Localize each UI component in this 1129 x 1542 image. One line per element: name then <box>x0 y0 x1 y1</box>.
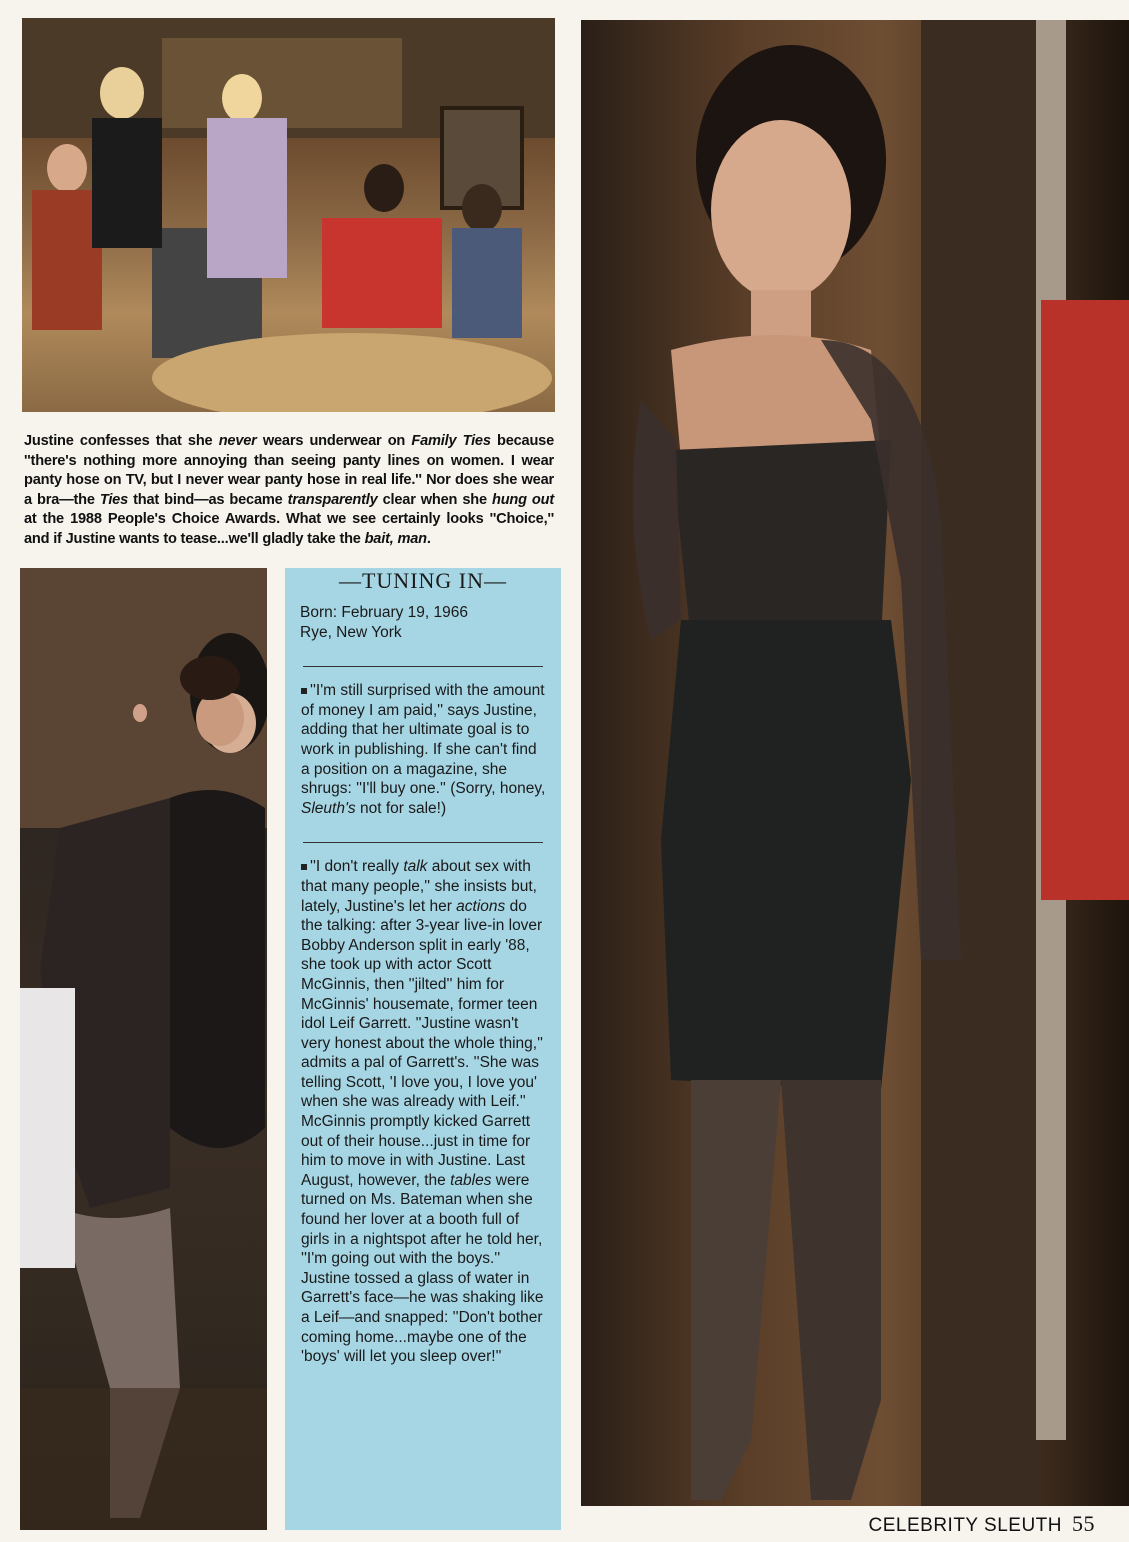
text-segment: that bind—as became <box>128 491 288 508</box>
text-segment: were turned on Ms. Bateman when she found her lover at a booth full of girls in a nightspot after he told her, ''I'm going out with the boys.'' Justine tossed a glass of water in Garrett's face—he was shaking like a Leif—and snapped: ''Don't bother coming home...maybe one of the 'boys' will let you sleep over!'' <box>301 1171 544 1366</box>
tuning-in-sidebar <box>285 568 561 1530</box>
event-arrival-photo <box>20 568 267 1530</box>
page-footer <box>869 1511 1095 1537</box>
text-segment: Family Ties <box>411 433 491 449</box>
born-date: Born: February 19, 1966 <box>300 604 469 621</box>
magazine-name: CELEBRITY SLEUTH <box>868 1515 1062 1536</box>
text-segment: because ''there's nothing more annoying than seeing panty lines on women. I wear panty hose on TV, but I never wear panty hose in real life.'' Nor does she wear a bra—the <box>24 433 555 508</box>
bullet-icon <box>301 688 307 694</box>
text-segment: Sleuth's <box>301 799 356 817</box>
text-segment: Justine confesses that she <box>24 433 219 449</box>
sidebar-paragraph-money <box>299 681 547 818</box>
text-segment: do the talking: after 3-year live-in lover Bobby Anderson split in early '88, she took up with actor Scott McGinnis, then ''jilted'' him for McGinnis' housemate, former teen idol Leif Garrett. ''Justine wasn't very honest about the whole thing,'' admits a pal of Garrett's. ''She was telling Scott, 'I love you, I love you' when she was already with Leif.'' McGinnis promptly kicked Garrett out of their house...just in time for him to move in with Justine. Last August, however, the <box>301 897 544 1189</box>
portrait-photo <box>581 20 1129 1506</box>
text-segment: about sex with that many people,'' she insists but, lately, Justine's let her <box>301 858 537 915</box>
text-segment: never <box>218 433 257 449</box>
text-segment: ''I'm still surprised with the amount of money I am paid,'' says Justine, adding that her ultimate goal is to work in publishing. If she can't find a position on a magazine, she shrugs: ''I'll buy one.'' (Sorry, honey, <box>301 682 546 798</box>
text-segment: at the 1988 People's Choice Awards. What we see certainly looks ''Choice,'' and if Justine wants to tease...we'll gladly take the <box>24 511 554 547</box>
text-segment: hung out <box>491 491 555 508</box>
born-place: Rye, New York <box>300 623 402 641</box>
text-segment: not for sale!) <box>355 799 447 817</box>
sidebar-paragraph-romance <box>299 857 547 1366</box>
page-number: 55 <box>1072 1511 1095 1536</box>
text-segment: transparently <box>287 491 378 508</box>
divider <box>303 666 543 667</box>
tv-set-illustration <box>22 18 555 412</box>
tv-set-photo <box>22 18 555 412</box>
text-segment: wears underwear on <box>256 433 412 449</box>
bullet-icon <box>301 864 307 870</box>
photo-caption <box>24 432 554 549</box>
text-segment: . <box>426 530 431 547</box>
text-segment: bait, man <box>364 530 427 547</box>
woman-in-lace-dress-illustration <box>20 568 267 1530</box>
text-segment: clear when she <box>377 491 492 508</box>
woman-portrait-illustration <box>581 20 1129 1506</box>
text-segment: actions <box>456 897 506 915</box>
text-segment: Ties <box>99 491 129 508</box>
text-segment: ''I don't really <box>310 858 404 876</box>
sidebar-title: —TUNING IN— <box>338 568 508 593</box>
text-segment: talk <box>403 858 428 876</box>
text-segment: tables <box>450 1171 492 1189</box>
divider <box>303 842 543 843</box>
